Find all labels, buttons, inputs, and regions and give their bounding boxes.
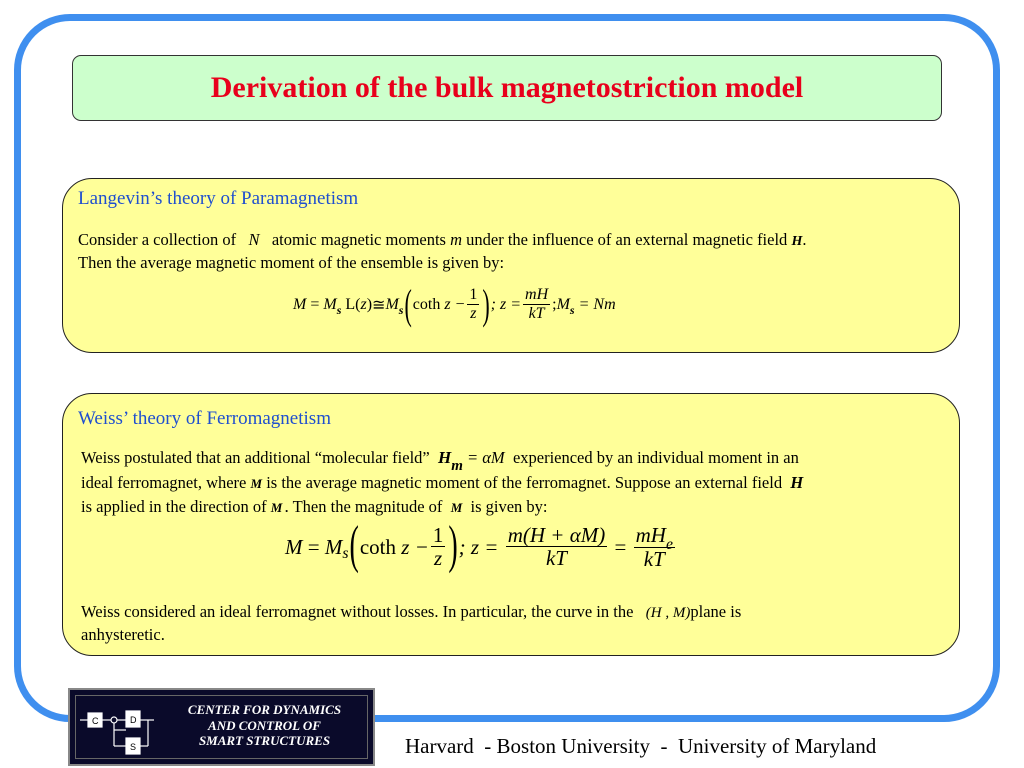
eq-approx: ≅ — [372, 296, 386, 314]
eq-coth: coth — [412, 295, 441, 313]
eq-Ms2: M — [385, 295, 399, 313]
eq-equals: = — [310, 295, 320, 313]
weq-frac-num: 1 — [432, 523, 444, 548]
weq-semi-z: ; z = — [458, 534, 499, 559]
eq-z: z — [360, 295, 367, 313]
weq-coth: coth — [359, 534, 396, 559]
weiss-text-line3a: is applied in the direction of — [81, 497, 267, 516]
weq-frac-mHe-kT — [634, 524, 675, 571]
weq-equals: = — [307, 534, 320, 559]
logo-line-3: SMART STRUCTURES — [198, 733, 331, 748]
eq-semi2: ; — [552, 295, 557, 313]
weq-frac-1-over-z — [431, 524, 446, 570]
logo-label-c: C — [92, 716, 99, 726]
langevin-text-b: atomic magnetic moments — [271, 230, 446, 249]
langevin-equation: M = M s L ( z ) ≅ M s ( coth z − $\frac{1}{z}$ ) ; z = $\frac{mH}{kT}$ ; M s = Nm — [293, 279, 616, 328]
langevin-text-a: Consider a collection of — [78, 230, 237, 249]
symbol-M-1: M — [250, 476, 263, 491]
weiss-bottom-a: Weiss considered an ideal ferromagnet without losses. In particular, the curve in the — [81, 602, 634, 621]
logo-line-1: CENTER FOR DYNAMICS — [187, 702, 342, 717]
weiss-equation: M = M s ( coth z − $\frac{1}{z}$ ) ; z = $\frac{m(H + \alpha M)}{kT}$ = $\frac{mH_e}{kT}$ — [285, 516, 673, 576]
langevin-text-c: under the influence of an external magnetic field — [466, 230, 788, 249]
footer-institutions: Harvard - Boston University - University of Maryland — [405, 734, 877, 758]
symbol-alphaM: = αM — [467, 448, 505, 467]
eq-M: M — [293, 295, 307, 313]
langevin-text-line2: Then the average magnetic moment of the ensemble is given by: — [78, 253, 505, 272]
weq-zminus: z − — [401, 534, 429, 559]
weq-sub-s: s — [342, 545, 349, 563]
symbol-Hm-sub: m — [451, 457, 463, 474]
eq-sub-s2: s — [398, 302, 404, 317]
symbol-M-3: M — [450, 500, 463, 515]
langevin-paragraph — [78, 229, 958, 273]
weq-Ms: M — [324, 534, 343, 559]
weiss-text-a: Weiss postulated that an additional “molecular field” — [81, 448, 430, 467]
eq-frac-1-over-z — [467, 287, 479, 322]
weq-M: M — [285, 534, 303, 559]
weq-sub-e: e — [665, 536, 673, 554]
eq-frac-kT: kT — [528, 304, 545, 322]
langevin-period: . — [802, 230, 807, 249]
symbol-Hm-H: H — [437, 448, 452, 467]
symbol-m: m — [450, 230, 463, 249]
langevin-panel — [62, 178, 960, 353]
eq-zminus: z − — [444, 295, 466, 313]
weiss-text-line2b: is the average magnetic moment of the ferromagnet. Suppose an external field — [266, 473, 783, 492]
title-box — [72, 55, 942, 121]
slide-title: Derivation of the bulk magnetostriction model — [210, 71, 804, 104]
eq-Nm: = Nm — [578, 295, 616, 313]
eq-Ms: M — [323, 295, 337, 313]
eq-frac-mH: mH — [525, 286, 549, 303]
langevin-heading: Langevin’s theory of Paramagnetism — [78, 188, 359, 209]
weiss-paragraph — [81, 446, 961, 519]
eq-frac-num: 1 — [469, 286, 478, 303]
eq-frac-den: z — [470, 304, 477, 322]
symbol-M-2: M . — [270, 500, 289, 515]
weq-mH: mH — [635, 523, 666, 547]
weq-frac-mHaM: m(H + αM) — [507, 523, 606, 548]
weq-frac-mHe — [634, 523, 675, 554]
eq-semi-z: ; z = — [490, 295, 522, 313]
eq-frac-mH-kT — [523, 287, 550, 322]
weiss-heading: Weiss’ theory of Ferromagnetism — [78, 408, 331, 429]
logo-label-s: S — [130, 742, 137, 752]
weiss-bottom-paragraph — [81, 601, 961, 645]
eq-sub-s: s — [336, 302, 342, 317]
center-logo — [68, 688, 375, 766]
logo-line-2: AND CONTROL OF — [208, 717, 321, 733]
weq-frac-den: z — [433, 546, 443, 571]
weiss-text-line3c: is given by: — [470, 497, 548, 516]
weq-frac-mHaM-kT — [506, 524, 608, 570]
weiss-bottom-b: plane is — [690, 602, 742, 621]
eq-Ms3: M — [556, 295, 570, 313]
weq-frac-kT2: kT — [643, 546, 665, 571]
symbol-H: H — [791, 234, 803, 249]
symbol-H-2: H — [790, 473, 804, 492]
weiss-text-line3b: Then the magnitude of — [292, 497, 443, 516]
eq-L: L — [345, 295, 356, 313]
symbol-N: N — [248, 230, 260, 249]
eq-sub-s3: s — [569, 302, 575, 317]
weq-frac-kT: kT — [545, 546, 567, 571]
weiss-bottom-c: anhysteretic. — [81, 625, 165, 644]
symbol-HM-plane: (H , M) — [645, 605, 691, 621]
weiss-text-b: experienced by an individual moment in an — [512, 448, 799, 467]
logo-label-d: D — [130, 715, 137, 725]
logo-text — [162, 702, 367, 749]
control-diagram-icon — [78, 700, 162, 756]
weiss-panel — [62, 393, 960, 656]
weiss-text-line2a: ideal ferromagnet, where — [81, 473, 247, 492]
weq-equals2: = — [614, 534, 627, 559]
